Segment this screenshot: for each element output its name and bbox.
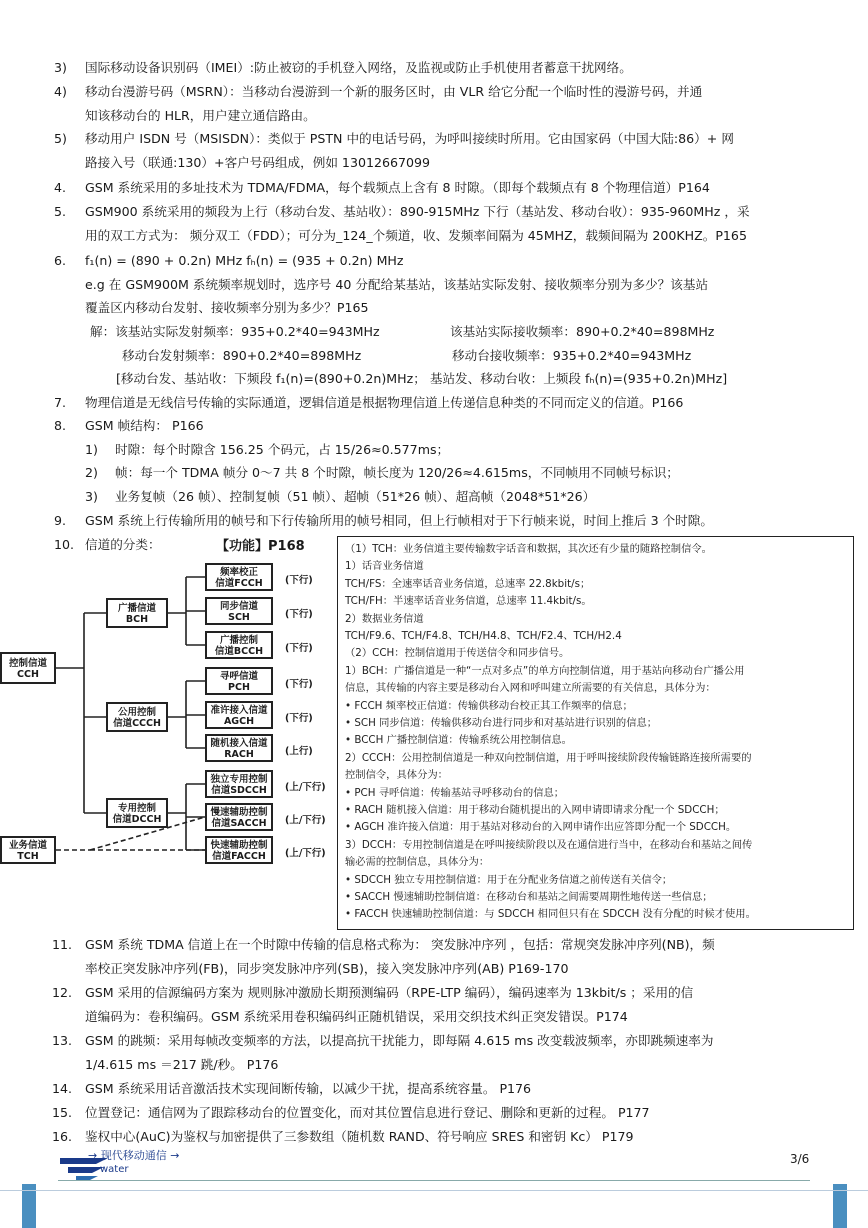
leaf-node (205, 667, 273, 695)
leaf-node-label: 独立专用控制 (210, 774, 268, 785)
item-text: GSM 系统 TDMA 信道上在一个时隙中传输的信息格式称为： 突发脉冲序列 ，包括：常规突发脉冲序列(NB)，频 (85, 937, 715, 952)
group-node-label: 专用控制 (117, 803, 156, 814)
control-channel-node-label: CCH (17, 669, 39, 680)
item-number: 14. (52, 1081, 73, 1096)
group-node-label: 公用控制 (117, 707, 156, 718)
diagram-title: 【功能】P168 (216, 539, 305, 554)
box-line: TCH/FH：半速率话音业务信道，总速率 11.4kbit/s。 (345, 595, 592, 608)
box-line: • PCH 寻呼信道：传输基站寻呼移动台的信息； (345, 786, 565, 799)
item-number: 11. (52, 937, 73, 952)
page-number: 3/6 (790, 1152, 810, 1166)
item-text: 路接入号（联通:130）+客户号码组成，例如 13012667099 (85, 155, 431, 170)
leaf-node-label: 广播控制 (219, 635, 258, 646)
item-number: 1) (85, 442, 98, 457)
item-number: 7. (54, 395, 67, 410)
item-number: 13. (52, 1033, 73, 1048)
direction-label: (下行) (285, 679, 313, 690)
leaf-node-label: 信道SACCH (211, 818, 267, 829)
box-line: 控制信令，具体分为： (345, 769, 448, 782)
direction-label: (下行) (285, 609, 313, 620)
box-line: 1）话音业务信道 (345, 560, 424, 573)
leaf-node-label: 寻呼信道 (219, 671, 258, 682)
box-line: • SDCCH 独立专用控制信道：用于在分配业务信道之前传送有关信令； (345, 873, 673, 886)
item-text: 物理信道是无线信号传输的实际通道，逻辑信道是根据物理信道上传递信息种类的不同而定义的信道。P166 (85, 395, 684, 410)
group-node-label: 信道CCCH (113, 718, 161, 729)
leaf-node (205, 563, 273, 591)
leaf-node-label: 随机接入信道 (210, 738, 268, 749)
group-node-label: 广播信道 (117, 603, 156, 614)
item-text: GSM 采用的信源编码方案为 规则脉冲激励长期预测编码（RPE-LTP 编码），编码速率为 13kbit/s ；采用的信 (85, 985, 694, 1000)
box-line: • FACCH 快速辅助控制信道：与 SDCCH 相同但只有在 SDCCH 没有分配的时候才使用。 (345, 908, 756, 921)
box-line: • SCH 同步信道：传输供移动台进行同步和对基站进行识别的信息； (345, 717, 658, 729)
box-line: （1）TCH：业务信道主要传输数字话音和数据，其次还有少量的随路控制信令。 (345, 543, 712, 555)
item-number: 3) (54, 60, 67, 75)
leaf-node-label: 同步信道 (219, 601, 258, 612)
leaf-node-label: 快速辅助控制 (210, 840, 268, 851)
item-number: 8. (54, 418, 67, 433)
item-text: 国际移动设备识别码（IMEI）:防止被窃的手机登入网络，及监视或防止手机使用者蓄意干扰网络。 (85, 60, 632, 75)
footer-baseline (0, 1190, 868, 1191)
box-line: • FCCH 频率校正信道：传输供移动台校正其工作频率的信息； (345, 699, 633, 712)
item-number: 2) (85, 465, 98, 480)
control-channel-node-label: 控制信道 (8, 658, 47, 669)
direction-label: (下行) (285, 713, 313, 724)
traffic-channel-node (0, 836, 56, 864)
solution-text: 移动台接收频率：935+0.2*40=943MHz (452, 348, 692, 363)
item-number: 3) (85, 489, 98, 504)
group-node (106, 598, 168, 628)
direction-label: (上/下行) (285, 782, 326, 793)
item-text: 道编码为：卷积编码。GSM 系统采用卷积编码纠正随机错误，采用交织技术纠正突发错误。P174 (85, 1009, 628, 1024)
box-line: TCH/FS：全速率话音业务信道，总速率 22.8kbit/s； (345, 577, 591, 590)
leaf-node-label: 信道SDCCH (211, 785, 267, 796)
item-text: 移动用户 ISDN 号（MSISDN）：类似于 PSTN 中的电话号码，为呼叫接续时所用。它由国家码（中国大陆:86）+ 网 (85, 131, 734, 146)
leaf-node-label: 频率校正 (219, 567, 258, 578)
box-line: • AGCH 准许接入信道：用于基站对移动台的入网申请作出应答即分配一个 SDCCH。 (345, 821, 737, 834)
item-text: 率校正突发脉冲序列(FB)，同步突发脉冲序列(SB)，接入突发脉冲序列(AB) P169-170 (85, 961, 569, 976)
item-number: 4) (54, 84, 67, 99)
leaf-node (205, 701, 273, 729)
item-number: 15. (52, 1105, 73, 1120)
item-text: GSM 帧结构： P166 (85, 418, 204, 433)
leaf-node-label: SCH (228, 612, 250, 623)
box-line: 2）数据业务信道 (345, 612, 424, 625)
leaf-node (205, 836, 273, 864)
channel-description-box (337, 536, 854, 930)
box-line: TCH/F9.6、TCH/F4.8、TCH/H4.8、TCH/F2.4、TCH/H2.4 (345, 630, 622, 642)
leaf-node (205, 770, 273, 798)
box-line: 信息，其传输的内容主要是移动台入网和呼叫建立所需要的有关信息，具体分为： (345, 682, 716, 695)
leaf-node (205, 597, 273, 625)
item-text: 移动台漫游号码（MSRN）：当移动台漫游到一个新的服务区时，由 VLR 给它分配一个临时性的漫游号码，并通 (85, 84, 703, 99)
control-channel-node (0, 652, 56, 684)
item-text: GSM900 系统采用的频段为上行（移动台发、基站收）：890-915MHz 下行（基站发、移动台收）：935-960MHz ，采 (85, 204, 750, 219)
item-number: 12. (52, 985, 73, 1000)
solution-text: 该基站实际接收频率：890+0.2*40=898MHz (450, 324, 715, 339)
direction-label: (下行) (285, 643, 313, 654)
leaf-node-label: RACH (224, 749, 254, 760)
box-line: 输必需的控制信息，具体分为： (345, 856, 490, 869)
item-text: 位置登记：通信网为了跟踪移动台的位置变化，而对其位置信息进行登记、删除和更新的过程。 P177 (85, 1105, 650, 1120)
box-line: • RACH 随机接入信道：用于移动台随机提出的入网申请即请求分配一个 SDCCH； (345, 804, 725, 816)
item-text: GSM 的跳频：采用每帧改变频率的方法，以提高抗干扰能力，即每隔 4.615 ms 改变载波频率，亦即跳频速率为 (85, 1033, 714, 1048)
direction-label: (上行) (285, 746, 313, 757)
example-text: 覆盖区内移动台发射、接收频率分别为多少？P165 (85, 300, 369, 315)
footer-rule (58, 1180, 810, 1181)
item-text: 1/4.615 ms ＝217 跳/秒。 P176 (85, 1057, 279, 1072)
footer-title: → 现代移动通信 → (88, 1149, 180, 1162)
footer-sub: water (100, 1164, 129, 1175)
box-line: 1）BCH：广播信道是一种“一点对多点”的单方向控制信道，用于基站向移动台广播公用 (345, 664, 745, 677)
item-number: 6. (54, 253, 67, 268)
item-text: 知该移动台的 HLR，用户建立通信路由。 (85, 108, 316, 123)
leaf-node (205, 734, 273, 762)
item-text: GSM 系统采用话音激活技术实现间断传输，以减少干扰，提高系统容量。 P176 (85, 1081, 532, 1096)
solution-text: 解：该基站实际发射频率：935+0.2*40=943MHz (90, 324, 380, 339)
item-text: GSM 系统上行传输所用的帧号和下行传输所用的帧号相同，但上行帧相对于下行帧来说，时间上推后 3 个时隙。 (85, 513, 713, 528)
direction-label: (下行) (285, 575, 313, 586)
box-line: • BCCH 广播控制信道：传输系统公用控制信息。 (345, 734, 572, 747)
leaf-node-label: AGCH (223, 716, 255, 727)
solution-text: 移动台发射频率：890+0.2*40=898MHz (122, 348, 362, 363)
item-text: 时隙：每个时隙含 156.25 个码元，占 15/26≈0.577ms； (115, 442, 450, 457)
group-node-label: 信道DCCH (112, 814, 162, 825)
item-number: 16. (52, 1129, 73, 1144)
item-text: 信道的分类： (85, 537, 161, 552)
traffic-channel-node-label: TCH (17, 851, 39, 862)
leaf-node-label: PCH (228, 682, 250, 693)
item-text: 鉴权中心(AuC)为鉴权与加密提供了三参数组（随机数 RAND、符号响应 SRES 和密钥 Kc） P179 (85, 1129, 634, 1144)
leaf-node-label: 信道BCCH (214, 646, 264, 657)
leaf-node-label: 准许接入信道 (210, 705, 268, 716)
direction-label: (上/下行) (285, 848, 326, 859)
leaf-node-label: 慢速辅助控制 (210, 807, 268, 818)
item-number: 9. (54, 513, 67, 528)
item-text: 帧：每一个 TDMA 帧分 0～7 共 8 个时隙，帧长度为 120/26≈4.615ms，不同帧用不同帧号标识； (115, 465, 679, 480)
group-node (106, 702, 168, 732)
group-node (106, 798, 168, 828)
box-line: • SACCH 慢速辅助控制信道：在移动台和基站之间需要周期性地传送一些信息； (345, 891, 713, 903)
item-text: 用的双工方式为： 频分双工（FDD）；可分为_124_个频道，收、发频率间隔为 45MHZ，载频间隔为 200KHZ。P165 (85, 228, 747, 243)
solution-text: [移动台发、基站收：下频段 f₁(n)=(890+0.2n)MHz； 基站发、移动台收：上频段 fₕ(n)=(935+0.2n)MHz] (116, 371, 728, 386)
leaf-node (205, 631, 273, 659)
example-text: e.g 在 GSM900M 系统频率规划时，选序号 40 分配给某基站，该基站实际发射、接收频率分别为多少？该基站 (85, 277, 709, 292)
item-text: f₁(n) = (890 + 0.2n) MHz fₕ(n) = (935 + 0.2n) MHz (85, 253, 404, 268)
traffic-channel-node-label: 业务信道 (8, 840, 47, 851)
group-node-label: BCH (125, 614, 149, 625)
item-number: 4. (54, 180, 67, 195)
leaf-node-label: 信道FACCH (212, 851, 266, 862)
item-text: 业务复帧（26 帧）、控制复帧（51 帧）、超帧（51*26 帧）、超高帧（2048*51*26） (115, 489, 596, 504)
leaf-node-label: 信道FCCH (215, 578, 263, 589)
item-number: 5) (54, 131, 67, 146)
item-number: 5. (54, 204, 67, 219)
box-line: （2）CCH：控制信道用于传送信令和同步信号。 (345, 647, 570, 660)
direction-label: (上/下行) (285, 815, 326, 826)
leaf-node (205, 803, 273, 831)
item-text: GSM 系统采用的多址技术为 TDMA/FDMA，每个载频点上含有 8 时隙。（即每个载频点有 8 个物理信道）P164 (85, 180, 710, 195)
item-number: 10. (54, 537, 75, 552)
box-line: 2）CCCH：公用控制信道是一种双向控制信道，用于呼叫接续阶段传输链路连接所需要的 (345, 751, 752, 764)
box-line: 3）DCCH：专用控制信道是在呼叫接续阶段以及在通信进行当中，在移动台和基站之间传 (345, 838, 753, 851)
